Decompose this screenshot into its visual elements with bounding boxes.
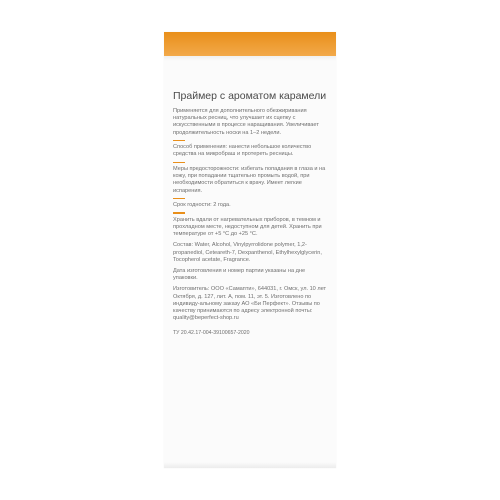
label-text-block bbox=[173, 90, 327, 337]
composition: Состав: Water, Alcohol, Vinylpyrrolidone polymer, 1,2-propanediol, Ceteareth-7, Dexpanthenol, Ethylhexylglycerin, Tocopherol acetate, Fragrance. bbox=[173, 242, 322, 263]
product-box-back bbox=[164, 32, 336, 468]
orange-top-stripe bbox=[164, 32, 336, 56]
orange-separator bbox=[173, 212, 185, 213]
orange-separator bbox=[173, 162, 185, 163]
orange-separator bbox=[173, 198, 185, 199]
usage-instructions: Способ применения: нанести небольшое количество средства на микробраш и протереть ресницы. bbox=[173, 144, 312, 158]
box-top-edge bbox=[164, 56, 336, 61]
shelf-life: Срок годности: 2 года. bbox=[173, 202, 231, 209]
manufacture-date-note: Дата изготовления и номер партии указаны на дне упаковки. bbox=[173, 268, 306, 282]
product-title: Праймер с ароматом карамели bbox=[173, 90, 327, 102]
box-bottom-edge bbox=[164, 462, 336, 468]
tu-code: ТУ 20.42.17-004-39100657-2020 bbox=[173, 330, 250, 337]
orange-separator bbox=[173, 140, 185, 141]
manufacturer-info: Изготовитель: ООО «Самапти», 644031, г. Омск, ул. 10 лет Октября, д. 127, лит. А, пом. 11, эт. 5. Изготовлено по индивиду-альному заказу АО «Би Перфект». Отзывы по качеству принимаются по адресу электронной почты: quality@beperfect-shop.ru bbox=[173, 286, 327, 322]
precautions: Меры предосторожности: избегать попадания в глаза и на кожу, при попадании тщательно промыть водой, при необходимости обратиться к врачу. Имеет легкие испарения. bbox=[173, 166, 326, 194]
storage-conditions: Хранить вдали от нагревательных приборов, в темном и прохладном месте, недоступном для детей. Хранить при температуре от +5 °С до +25 °С. bbox=[173, 216, 322, 238]
product-description: Применяется для дополнительного обезжиривания натуральных ресниц, что улучшает их сцепку с искусственными в процессе наращивания. Увеличивает продолжительность носки на 1–2 недели. bbox=[173, 108, 319, 136]
